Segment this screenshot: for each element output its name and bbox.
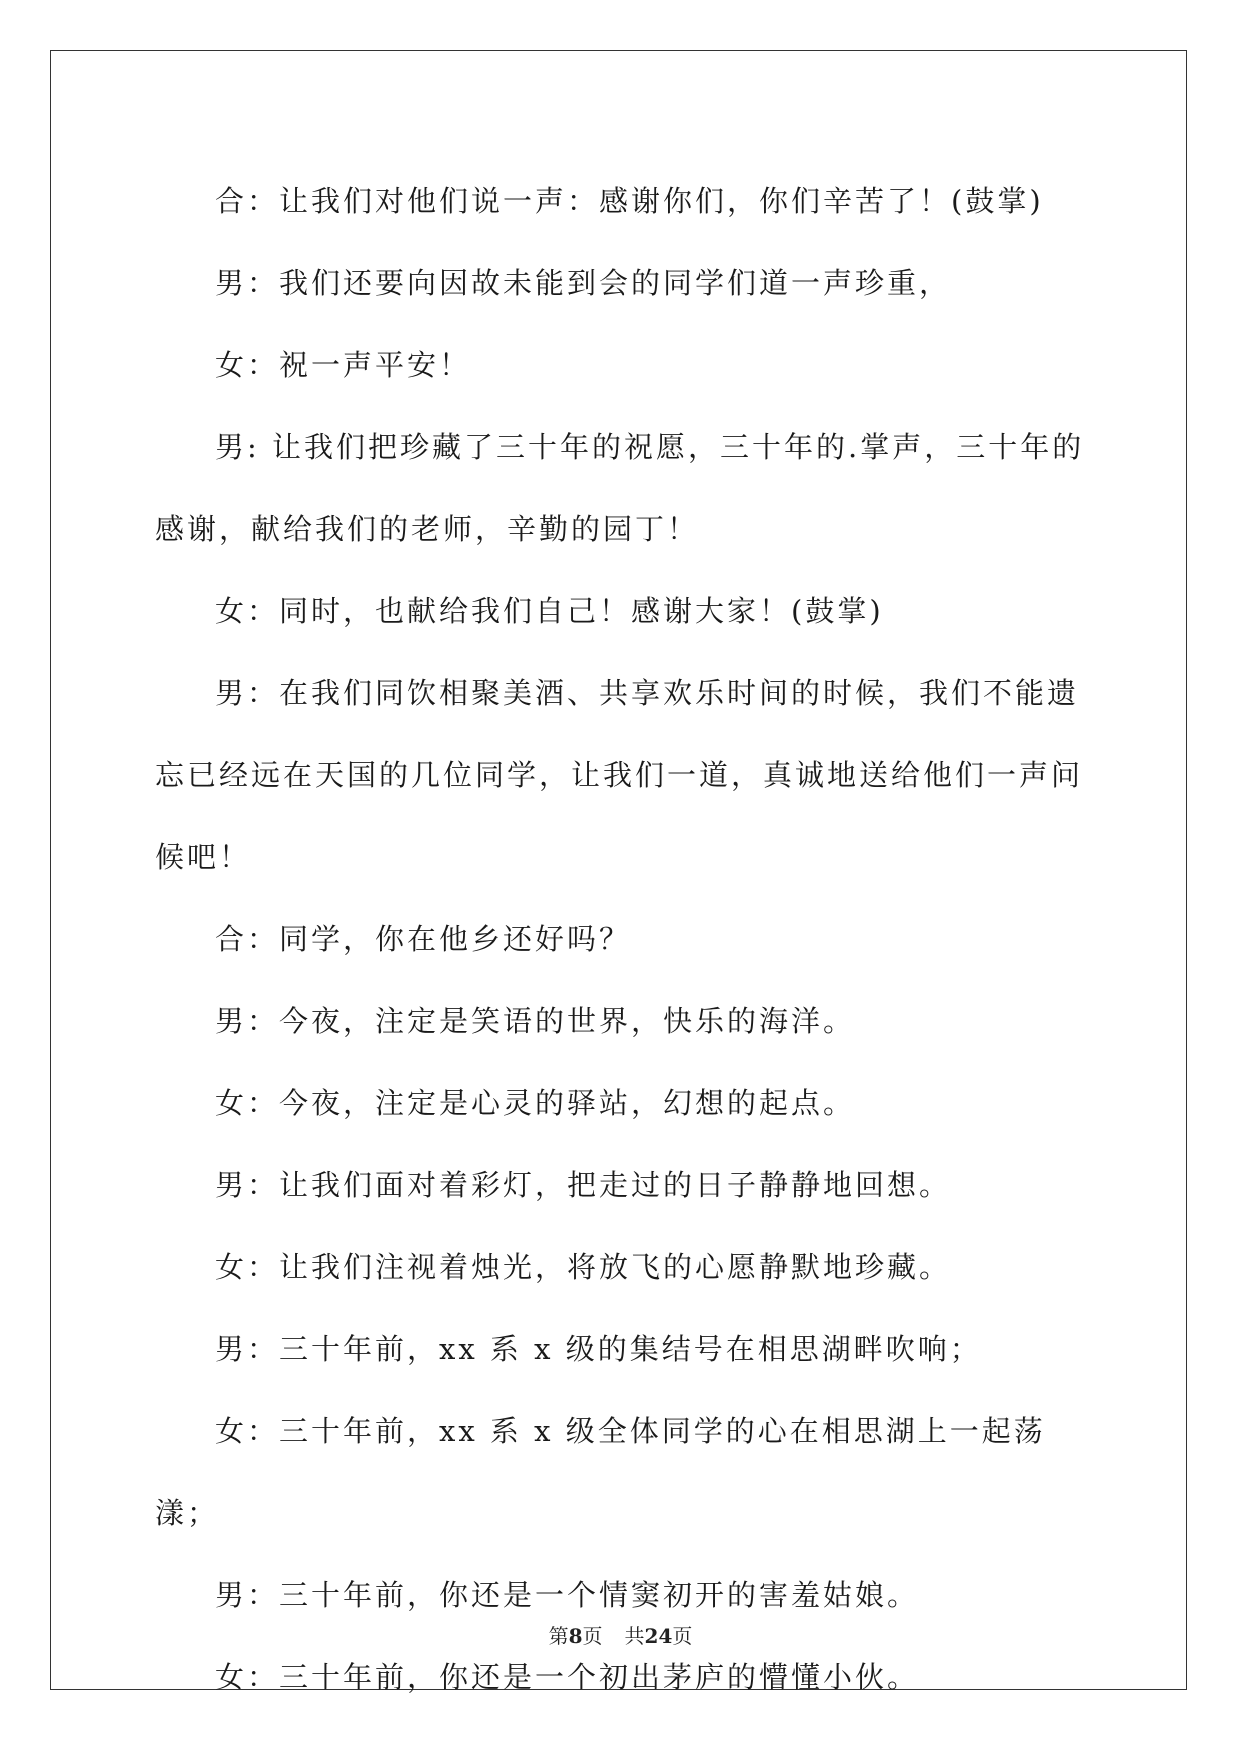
paragraph: 男：在我们同饮相聚美酒、共享欢乐时间的时候，我们不能遗忘已经远在天国的几位同学，让我们一道，真诚地送给他们一声问候吧！	[155, 676, 1084, 874]
page-prefix: 第	[548, 1624, 569, 1648]
paragraph: 女：同时，也献给我们自己！感谢大家！(鼓掌)	[215, 594, 884, 628]
page-footer	[0, 1620, 1241, 1649]
paragraph: 合：同学，你在他乡还好吗？	[215, 922, 632, 956]
paragraph: 女：三十年前，你还是一个初出茅庐的懵懂小伙。	[215, 1660, 920, 1694]
paragraph: 男: 让我们把珍藏了三十年的祝愿，三十年的.掌声，三十年的感谢，献给我们的老师，辛勤的园丁！	[155, 430, 1085, 546]
page-number: 8	[568, 1624, 583, 1648]
paragraph: 男：让我们面对着彩灯，把走过的日子静静地回想。	[215, 1168, 952, 1202]
paragraph: 男：我们还要向因故未能到会的同学们道一声珍重，	[215, 266, 952, 300]
total-suffix: 页	[672, 1624, 693, 1648]
paragraph: 女：让我们注视着烛光，将放飞的心愿静默地珍藏。	[215, 1250, 952, 1284]
paragraph: 男：今夜，注定是笑语的世界，快乐的海洋。	[215, 1004, 856, 1038]
paragraph: 女：三十年前，xx 系 x 级全体同学的心在相思湖上一起荡漾；	[155, 1414, 1046, 1530]
paragraph: 女：祝一声平安！	[215, 348, 472, 382]
total-pages: 24	[644, 1624, 673, 1648]
paragraph: 男：三十年前，xx 系 x 级的集结号在相思湖畔吹响；	[215, 1332, 982, 1366]
document-body	[155, 160, 1095, 1718]
total-prefix: 共	[624, 1624, 645, 1648]
paragraph: 男：三十年前，你还是一个情窦初开的害羞姑娘。	[215, 1578, 920, 1612]
paragraph: 女：今夜，注定是心灵的驿站，幻想的起点。	[215, 1086, 856, 1120]
page-suffix: 页	[582, 1624, 603, 1648]
paragraph: 合：让我们对他们说一声：感谢你们，你们辛苦了！(鼓掌)	[215, 184, 1044, 218]
